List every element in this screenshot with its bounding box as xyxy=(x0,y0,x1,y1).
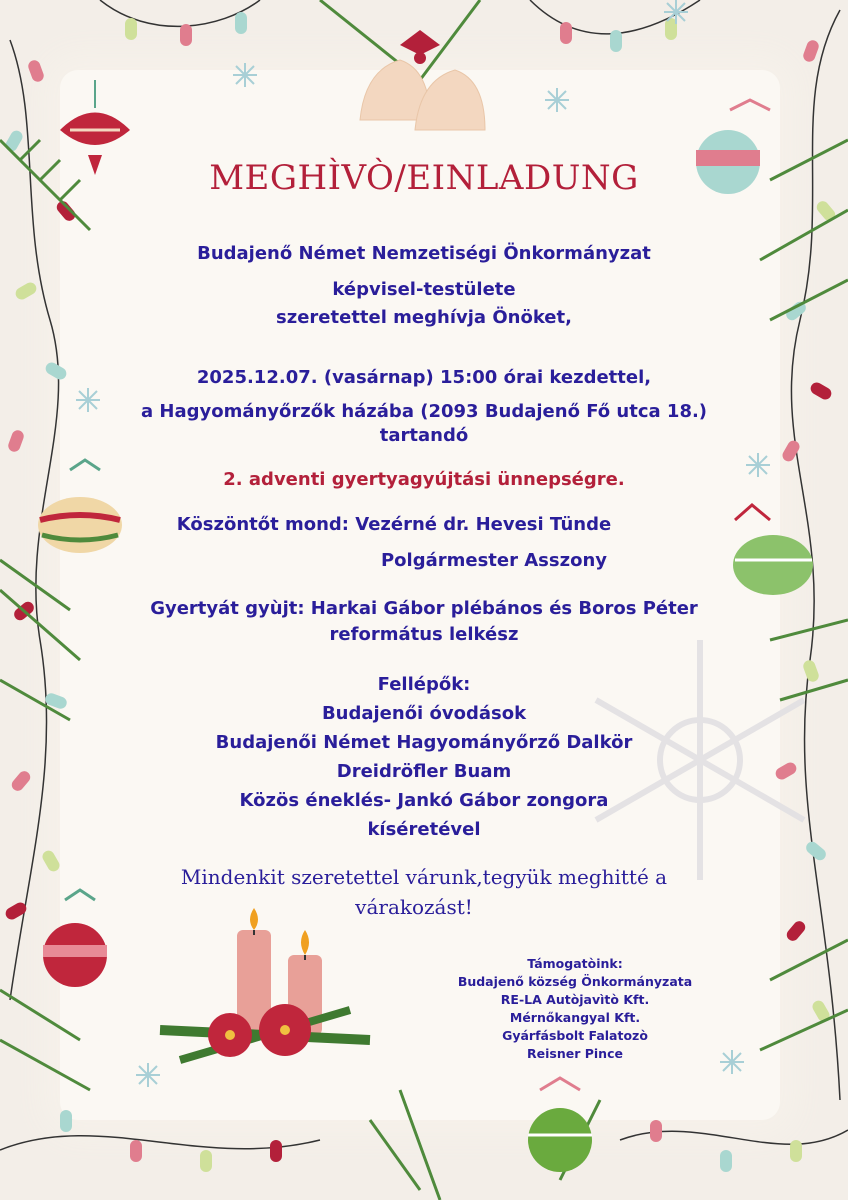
sponsor-item: Reisner Pince xyxy=(527,1046,623,1061)
event-location: a Hagyományőrzők házába (2093 Budajenő Fő utca 18.) xyxy=(140,401,708,422)
sponsor-item: Mérnőkangyal Kft. xyxy=(509,1010,641,1025)
candle-lighters: Gyertyát gyùjt: Harkai Gábor plébános és Boros Péter xyxy=(150,598,698,619)
organization-name: Budajenő Német Nemzetiségi Önkormányzat xyxy=(197,243,651,264)
closing-message: Mindenkit szeretettel várunk,tegyük meghitté a xyxy=(180,865,668,889)
page-title: MEGHÌVÒ/EINLADUNG xyxy=(209,158,639,198)
closing-message-continued: várakozást! xyxy=(355,895,473,919)
performers-heading: Fellépők: xyxy=(377,674,471,695)
sponsor-item: Budajenő község Önkormányzata xyxy=(457,974,693,989)
greeting-speaker-title: Polgármester Asszony xyxy=(380,550,608,571)
sponsors-heading: Támogatòink: xyxy=(527,956,623,971)
sponsor-item: Gyárfásbolt Falatozò xyxy=(502,1028,648,1043)
event-name: 2. adventi gyertyagyújtási ünnepségre. xyxy=(223,469,625,490)
organization-body: képvisel-testülete xyxy=(332,279,516,300)
performer-item: Budajenői Német Hagyományőrző Dalkör xyxy=(215,732,633,753)
event-location-suffix: tartandó xyxy=(379,425,469,446)
sponsor-item: RE-LA Autòjavìtò Kft. xyxy=(500,992,650,1007)
candle-lighters-continued: református lelkész xyxy=(329,624,519,645)
performer-item: Budajenői óvodások xyxy=(321,703,527,724)
invitation-intro: szeretettel meghívja Önöket, xyxy=(276,307,572,328)
performer-item: Közös éneklés- Jankó Gábor zongora xyxy=(239,790,609,811)
performer-item: Dreidröfler Buam xyxy=(336,761,512,782)
performer-item: kíséretével xyxy=(367,819,481,840)
sponsors-block xyxy=(440,956,710,1061)
event-date: 2025.12.07. (vasárnap) 15:00 órai kezdettel, xyxy=(196,367,652,388)
greeting-speaker: Köszöntőt mond: Vezérné dr. Hevesi Tünde xyxy=(176,514,612,535)
